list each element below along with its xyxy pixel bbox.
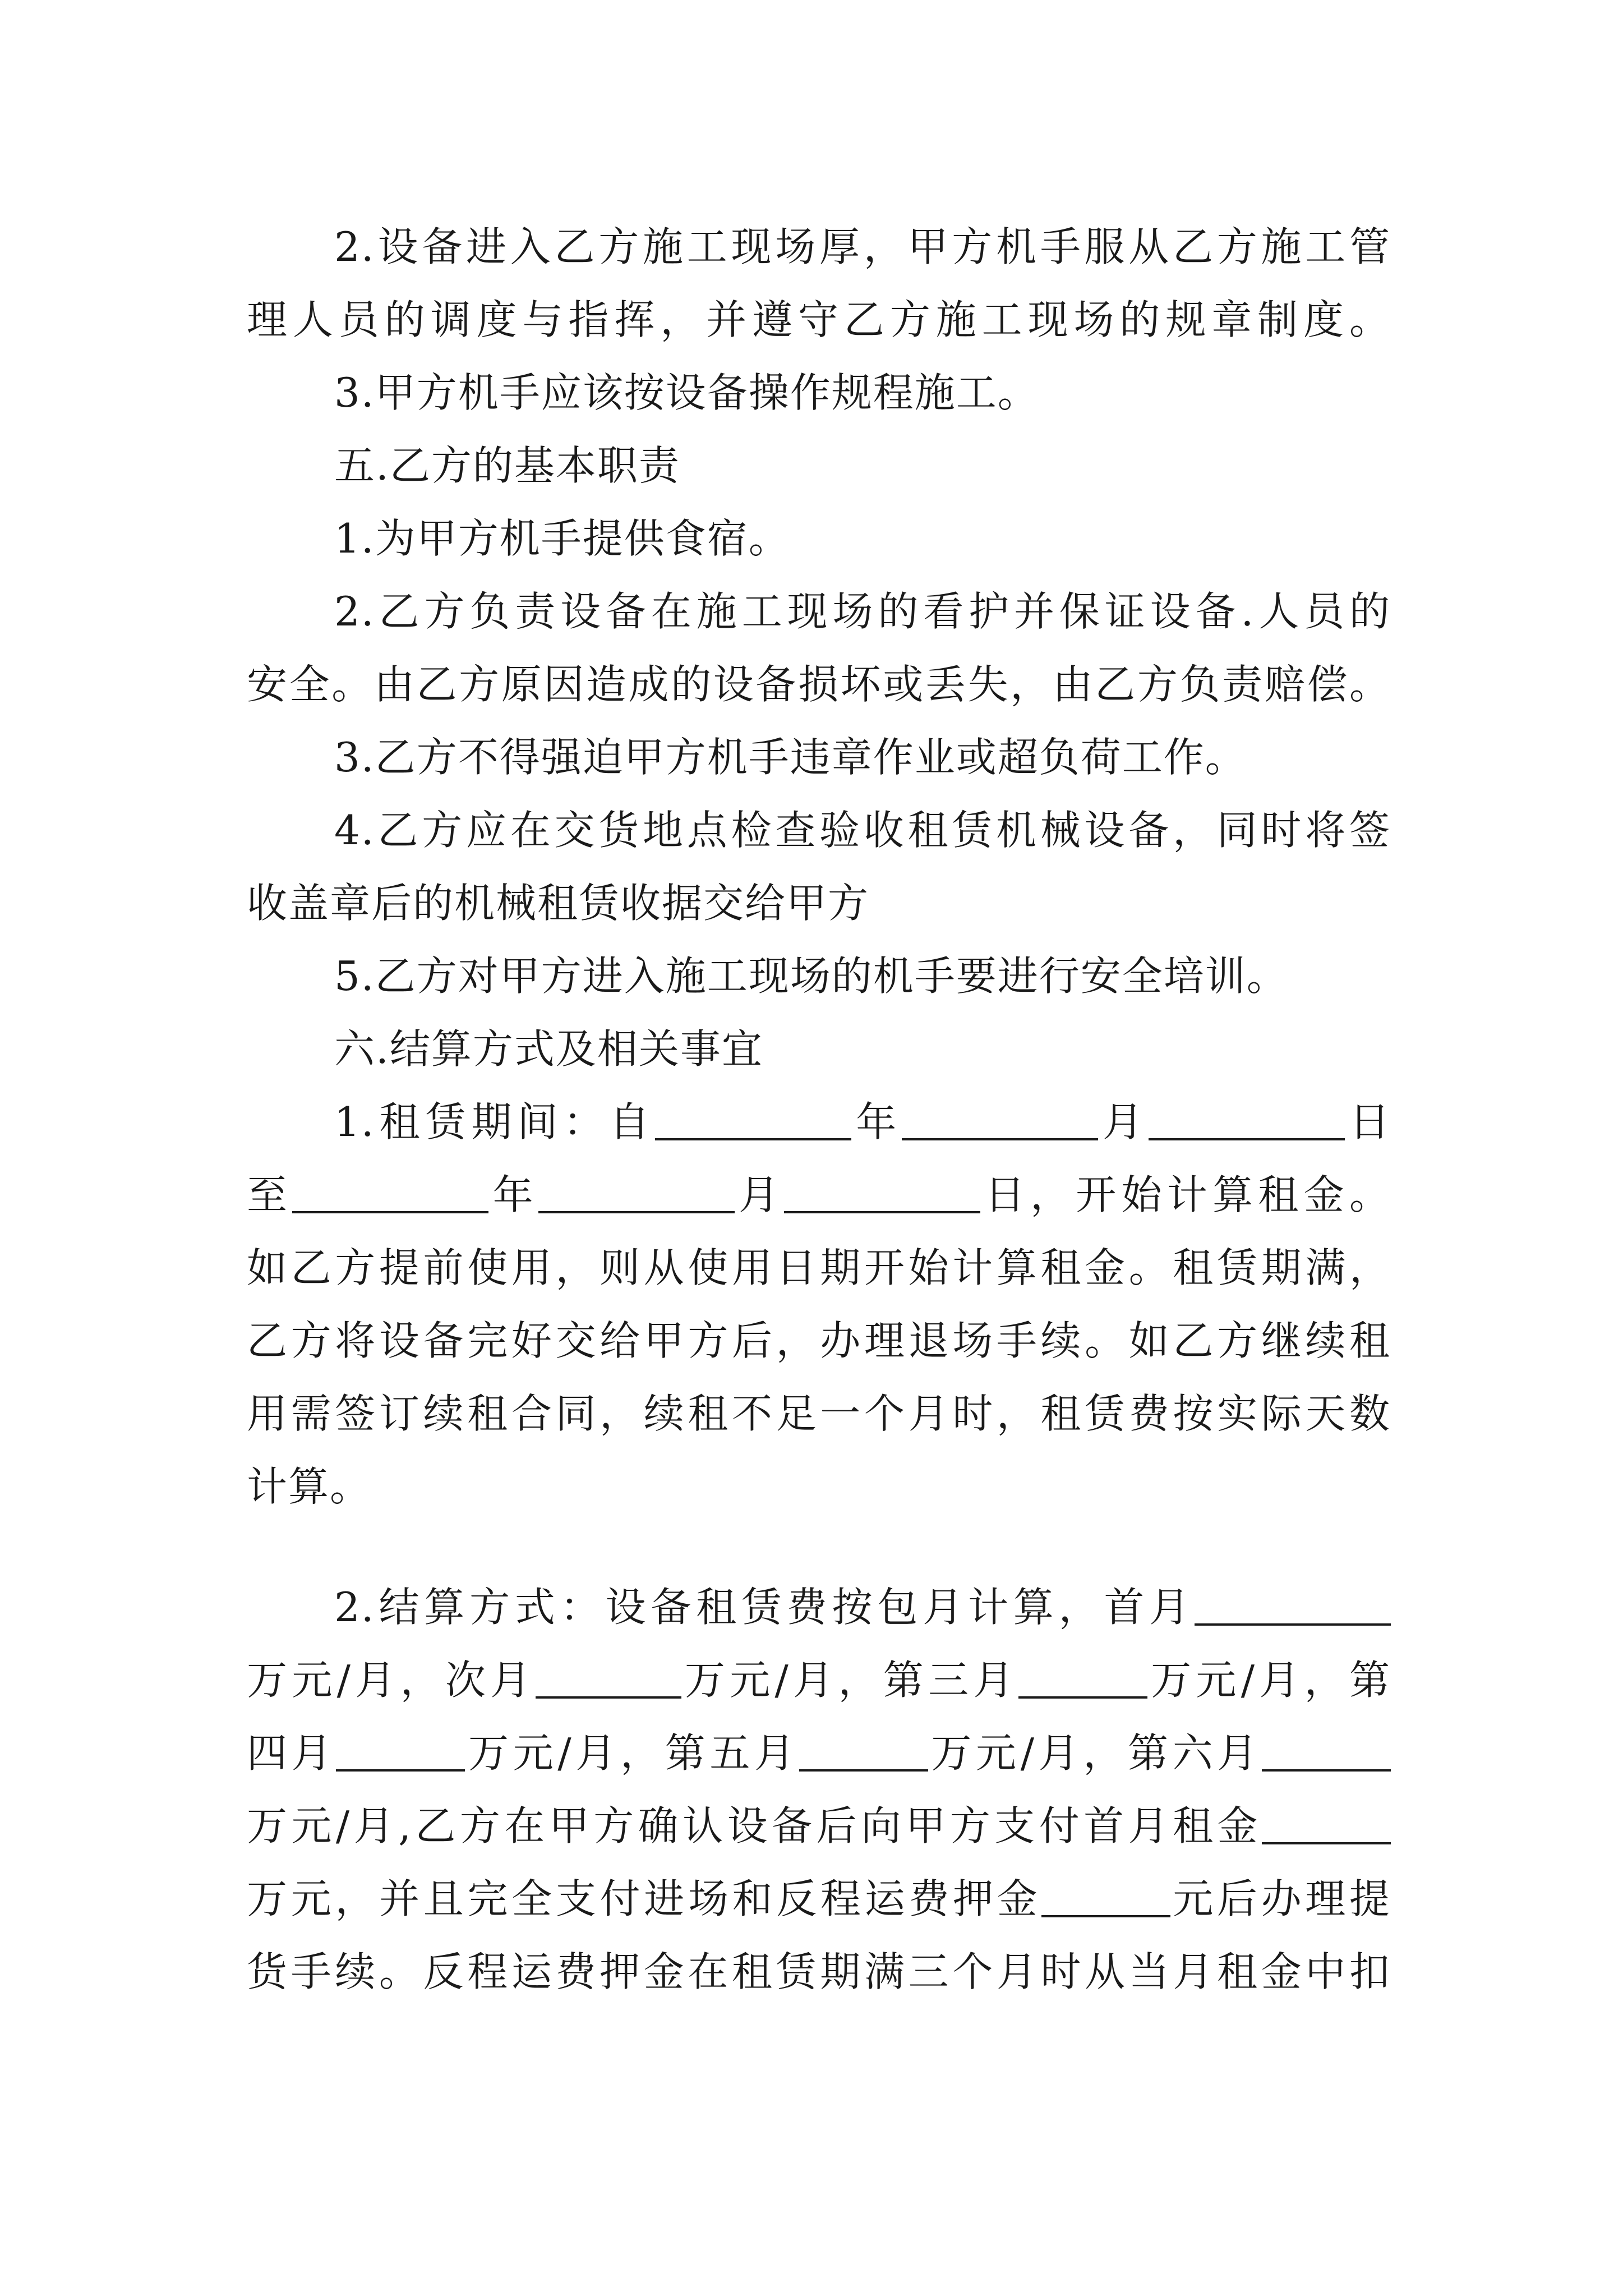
paragraph-line: 5.乙方对甲方进入施工现场的机手要进行安全培训。 <box>334 953 1288 1000</box>
text-segment: 月 <box>734 1171 785 1218</box>
paragraph-line: 计算。 <box>247 1463 372 1510</box>
text-segment: 年 <box>851 1098 902 1145</box>
paragraph-line: 1.为甲方机手提供食宿。 <box>334 515 790 562</box>
text-segment: 四月 <box>247 1729 336 1777</box>
paragraph-line: 2.设备进入乙方施工现场厚，甲方机手服从乙方施工管 <box>334 223 1391 270</box>
text-segment: 日，开始计算租金。 <box>980 1171 1391 1218</box>
text-segment: 年 <box>488 1171 538 1218</box>
settlement-line <box>334 1576 1391 1638</box>
lease-period-line <box>247 1164 1391 1226</box>
text-segment: 万元/月,乙方在甲方确认设备后向甲方支付首月租金 <box>247 1802 1262 1849</box>
fill-blank[interactable] <box>655 1102 851 1140</box>
text-segment: 万元/月，第六月 <box>928 1729 1262 1777</box>
settlement-line <box>247 1795 1391 1857</box>
text-segment: 2.结算方式：设备租赁费按包月计算，首月 <box>334 1584 1195 1631</box>
paragraph-line: 3.甲方机手应该按设备操作规程施工。 <box>334 369 1039 416</box>
fill-blank[interactable] <box>1195 1588 1391 1626</box>
text-segment: 1.租赁期间：自 <box>334 1098 656 1145</box>
fill-blank[interactable] <box>902 1102 1098 1140</box>
settlement-line <box>247 1868 1391 1930</box>
text-segment: 万元/月，第 <box>1147 1657 1391 1704</box>
fill-blank[interactable] <box>536 1660 681 1699</box>
settlement-line <box>247 1649 1391 1711</box>
paragraph-line: 用需签订续租合同，续租不足一个月时，租赁费按实际天数 <box>247 1390 1391 1437</box>
fill-blank[interactable] <box>292 1175 488 1213</box>
paragraph-line: 乙方将设备完好交给甲方后，办理退场手续。如乙方继续租 <box>247 1317 1391 1364</box>
fill-blank[interactable] <box>1262 1733 1391 1772</box>
text-segment: 万元/月，第三月 <box>681 1657 1018 1704</box>
fill-blank[interactable] <box>1262 1806 1391 1844</box>
paragraph-line: 3.乙方不得强迫甲方机手违章作业或超负荷工作。 <box>334 734 1247 781</box>
fill-blank[interactable] <box>336 1733 465 1772</box>
fill-blank[interactable] <box>1018 1660 1147 1699</box>
text-segment: 元后办理提 <box>1170 1875 1391 1922</box>
settlement-line <box>247 1941 1391 2003</box>
text-segment: 日 <box>1345 1098 1391 1145</box>
paragraph-line: 如乙方提前使用，则从使用日期开始计算租金。租赁期满， <box>247 1244 1391 1291</box>
lease-period-line <box>334 1091 1391 1153</box>
paragraph-line: 收盖章后的机械租赁收据交给甲方 <box>247 880 870 927</box>
fill-blank[interactable] <box>784 1175 980 1213</box>
paragraph-line: 安全。由乙方原因造成的设备损坏或丢失，由乙方负责赔偿。 <box>247 661 1391 708</box>
text-segment: 月 <box>1098 1098 1149 1145</box>
fill-blank[interactable] <box>799 1733 928 1772</box>
paragraph-line: 4.乙方应在交货地点检查验收租赁机械设备，同时将签 <box>334 807 1391 854</box>
text-segment: 万元/月，第五月 <box>465 1729 799 1777</box>
fill-blank[interactable] <box>538 1175 735 1213</box>
fill-blank[interactable] <box>1041 1879 1170 1917</box>
text-segment: 货手续。反程运费押金在租赁期满三个月时从当月租金中扣 <box>247 1948 1391 1995</box>
paragraph-line: 2.乙方负责设备在施工现场的看护并保证设备.人员的 <box>334 588 1391 635</box>
paragraph-line: 理人员的调度与指挥，并遵守乙方施工现场的规章制度。 <box>247 296 1391 343</box>
section-heading: 五.乙方的基本职责 <box>334 442 680 489</box>
fill-blank[interactable] <box>1149 1102 1345 1140</box>
text-segment: 万元，并且完全支付进场和反程运费押金 <box>247 1875 1041 1922</box>
text-segment: 至 <box>247 1171 293 1218</box>
text-segment: 万元/月，次月 <box>247 1657 536 1704</box>
section-heading: 六.结算方式及相关事宜 <box>334 1025 763 1073</box>
settlement-line <box>247 1722 1391 1784</box>
